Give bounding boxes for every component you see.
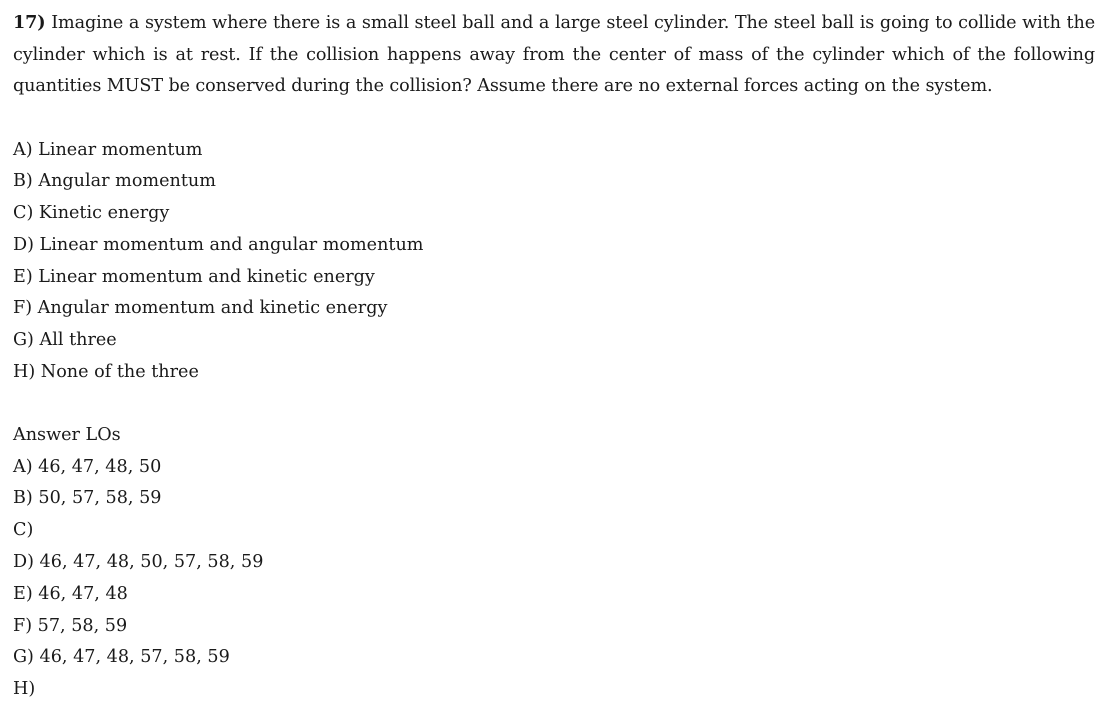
answer-options — [13, 135, 1095, 389]
option-e: E) Linear momentum and kinetic energy — [13, 266, 375, 287]
document-page — [13, 7, 1095, 706]
answer-lo-g: G) 46, 47, 48, 57, 58, 59 — [13, 647, 230, 668]
option-f: F) Angular momentum and kinetic energy — [13, 298, 388, 319]
question-number: 17) — [13, 12, 46, 33]
answer-lo-h: H) — [13, 679, 36, 700]
question-paragraph — [13, 7, 1095, 103]
option-g: G) All three — [13, 330, 117, 351]
answer-lo-f: F) 57, 58, 59 — [13, 615, 128, 636]
option-h: H) None of the three — [13, 362, 199, 383]
answer-lo-c: C) — [13, 520, 34, 541]
answer-los-heading: Answer LOs — [13, 424, 121, 445]
answer-lo-a: A) 46, 47, 48, 50 — [13, 456, 162, 477]
question-text: Imagine a system where there is a small steel ball and a large steel cylinder. The steel ball is going to collide with the cylinder which is at rest. If the collision happens away from the center of mass of the cylinder which of the following quantities MUST be conserved during the collision? Assume there are no external forces acting on the system. — [13, 13, 1095, 96]
answer-lo-b: B) 50, 57, 58, 59 — [13, 488, 162, 509]
answer-lo-d: D) 46, 47, 48, 50, 57, 58, 59 — [13, 552, 264, 573]
answer-lo-e: E) 46, 47, 48 — [13, 583, 128, 604]
option-a: A) Linear momentum — [13, 139, 203, 160]
option-c: C) Kinetic energy — [13, 203, 170, 224]
answer-los-section — [13, 420, 1095, 706]
option-b: B) Angular momentum — [13, 171, 216, 192]
option-d: D) Linear momentum and angular momentum — [13, 234, 424, 255]
